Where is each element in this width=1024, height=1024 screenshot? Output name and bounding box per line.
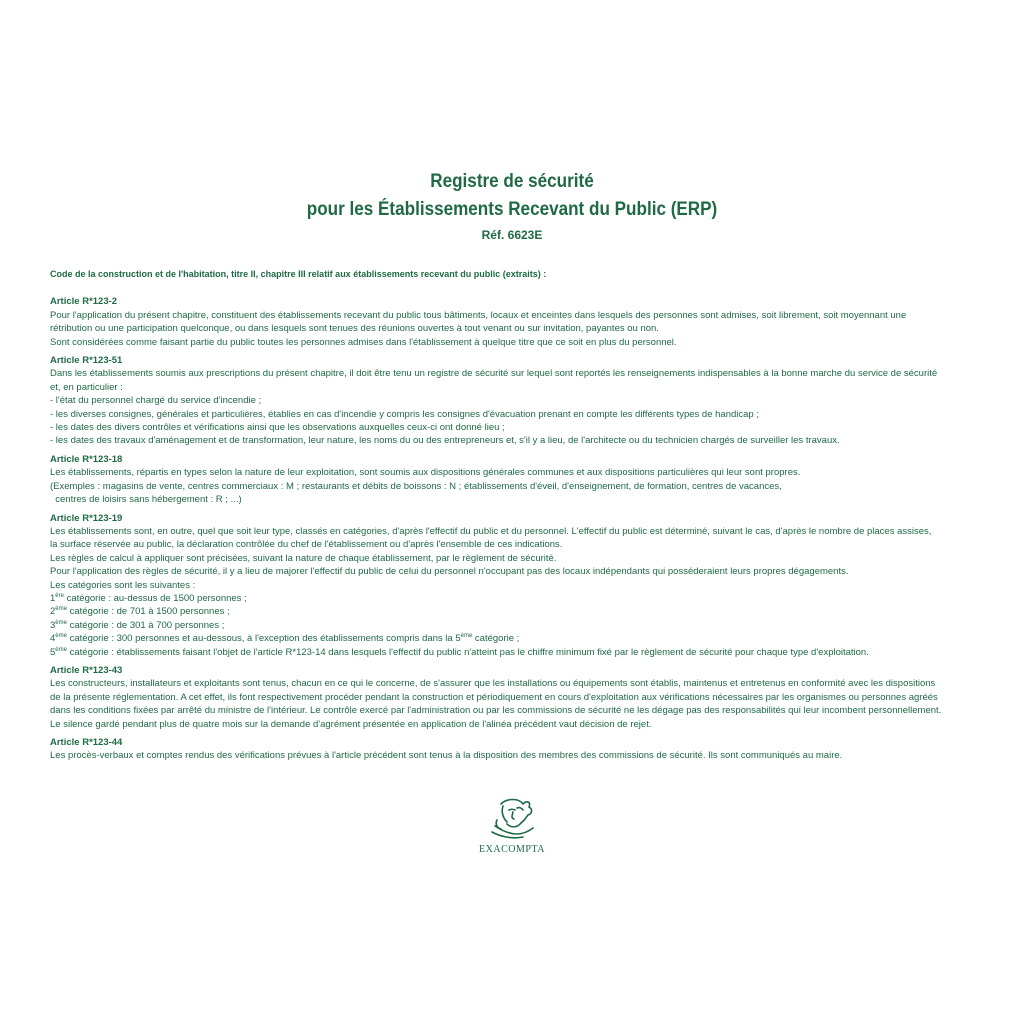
article-title: Article R*123-19	[50, 512, 123, 524]
article-line: Pour l'application des règles de sécurité, il y a lieu de majorer l'effectif du public de celui du personnel n'occupant pas des locaux indépendants qui posséderaient leurs propres dégagements.	[50, 566, 849, 578]
article-line: Le silence gardé pendant plus de quatre mois sur la demande d'agrément présentée en application de l'alinéa précédent vaut décision de rejet.	[50, 718, 652, 730]
article-block	[50, 512, 980, 659]
category-sup2: ème	[460, 633, 473, 639]
category-line	[50, 632, 980, 645]
category-line	[50, 646, 980, 659]
exacompta-logo	[474, 796, 550, 855]
article-line: Les établissements, répartis en types selon la nature de leur exploitation, sont soumis aux dispositions générales communes et aux dispositions particulières qui leur sont propres.	[50, 467, 801, 479]
article-line: - les diverses consignes, générales et particulières, établies en cas d'incendie y compris les consignes d'évacuation prenant en compte les différents types de handicap ;	[50, 408, 759, 420]
logo-text: EXACOMPTA	[479, 844, 545, 855]
article-title: Article R*123-44	[50, 737, 123, 748]
category-line	[50, 619, 980, 632]
category-sup: ème	[55, 633, 67, 639]
category-text: catégorie : de 701 à 1500 personnes ;	[66, 606, 230, 618]
article-block	[50, 453, 980, 507]
article-line: Les constructeurs, installateurs et exploitants sont tenus, chacun en ce qui le concerne, de s'assurer que les installations ou équipements sont établis, maintenus et entretenus en conformité avec les dispositions	[50, 678, 936, 690]
category-num: 2	[50, 606, 56, 618]
article-line: la surface réservée au public, la déclaration contrôlée du chef de l'établissement ou d'après l'ensemble de ces indications.	[50, 539, 563, 551]
category-num: 1	[50, 592, 56, 604]
reference-number: Réf. 6623E	[481, 228, 543, 242]
category-sup: ère	[55, 592, 64, 599]
category-sup: ème	[55, 646, 67, 653]
article-line: (Exemples : magasins de vente, centres commerciaux : M ; restaurants et débits de boissons : N ; établissements d'éveil, d'enseignement, de formation, centres de vacances,	[50, 480, 782, 492]
article-block	[50, 664, 980, 731]
category-sup: ème	[55, 619, 67, 626]
article-line: de la présente réglementation. A cet effet, ils font respectivement procéder pendant la construction et périodiquement en cours d'exploitation aux vérifications nécessaires par les organismes ou personnes agréés	[50, 691, 938, 703]
category-text: catégorie : au-dessus de 1500 personnes ;	[63, 592, 247, 604]
article-line: Les catégories sont les suivantes :	[50, 579, 196, 591]
article-block	[50, 354, 980, 448]
article-title: Article R*123-51	[50, 355, 123, 367]
intro-text: Code de la construction et de l'habitation, titre II, chapitre III relatif aux établissements recevant du public (extraits) :	[50, 269, 547, 279]
category-num: 5	[50, 646, 56, 658]
category-sup: ème	[55, 606, 67, 613]
article-line: Les établissements sont, en outre, quel que soit leur type, classés en catégories, d'après l'effectif du public et du personnel. L'effectif du public est déterminé, suivant le cas, d'après le nombre de places assises,	[50, 525, 932, 537]
category-line	[50, 605, 980, 618]
article-line: centres de loisirs sans hébergement : R ; ...)	[50, 494, 242, 506]
document-header	[0, 168, 1024, 244]
article-line: et, en particulier :	[50, 381, 123, 393]
article-line: Dans les établissements soumis aux prescriptions du présent chapitre, il doit être tenu un registre de sécurité sur lequel sont reportés les renseignements indispensables à la bonne marche du service de sécurité	[50, 368, 938, 380]
article-title: Article R*123-43	[50, 664, 123, 676]
document-body	[50, 268, 980, 768]
title-line-2: pour les Établissements Recevant du Public (ERP)	[306, 199, 718, 220]
article-block	[50, 295, 980, 349]
articles-list	[50, 295, 980, 762]
category-num: 3	[50, 619, 56, 631]
article-title: Article R*123-18	[50, 453, 123, 465]
article-line: - les dates des divers contrôles et vérifications ainsi que les observations auxquelles ceux-ci ont donné lieu ;	[50, 422, 505, 434]
article-line: Pour l'application du présent chapitre, constituent des établissements recevant du public tous bâtiments, locaux et enceintes dans lesquels des personnes sont admises, soit librement, soit moyennant une	[50, 309, 907, 321]
article-line: - l'état du personnel chargé du service d'incendie ;	[50, 395, 262, 407]
article-line: Les procès-verbaux et comptes rendus des vérifications prévues à l'article précédent sont tenus à la disposition des membres des commissions de sécurité. Ils sont communiqués au maire.	[50, 750, 843, 762]
category-text2: catégorie ;	[472, 633, 520, 645]
category-line	[50, 592, 980, 605]
article-line: Les règles de calcul à appliquer sont précisées, suivant la nature de chaque établissement, par le règlement de sécurité.	[50, 552, 557, 564]
title-line-1: Registre de sécurité	[430, 171, 594, 192]
article-line: dans les conditions fixées par arrêté du ministre de l'intérieur. Le contrôle exercé par l'administration ou par les commissions de sécurité ne les dégage pas des responsabilités qui leur incombent personnellement.	[50, 705, 942, 717]
article-title: Article R*123-2	[50, 296, 118, 308]
category-text: catégorie : établissements faisant l'objet de l'article R*123-14 dans lesquels l'effectif du public n'atteint pas le chiffre minimum fixé par le règlement de sécurité pour chaque type d'exploitation.	[66, 646, 869, 658]
article-line: - les dates des travaux d'aménagement et de transformation, leur nature, les noms du ou des entrepreneurs et, s'il y a lieu, de l'architecte ou du technicien chargés de surveiller les travaux.	[50, 435, 840, 447]
category-text: catégorie : 300 personnes et au-dessous, à l'exception des établissements compris dans la 5	[66, 633, 461, 645]
article-block	[50, 736, 980, 763]
article-line: rétribution ou une participation quelconque, ou dans lesquels sont tenues des réunions ouvertes à tout venant ou sur invitation, payantes ou non.	[50, 323, 659, 335]
exacompta-face-logo-icon	[487, 796, 537, 842]
category-text: catégorie : de 301 à 700 personnes ;	[66, 619, 225, 631]
article-line: Sont considérées comme faisant partie du public toutes les personnes admises dans l'établissement à quelque titre que ce soit en plus du personnel.	[50, 336, 677, 348]
category-num: 4	[50, 633, 56, 645]
